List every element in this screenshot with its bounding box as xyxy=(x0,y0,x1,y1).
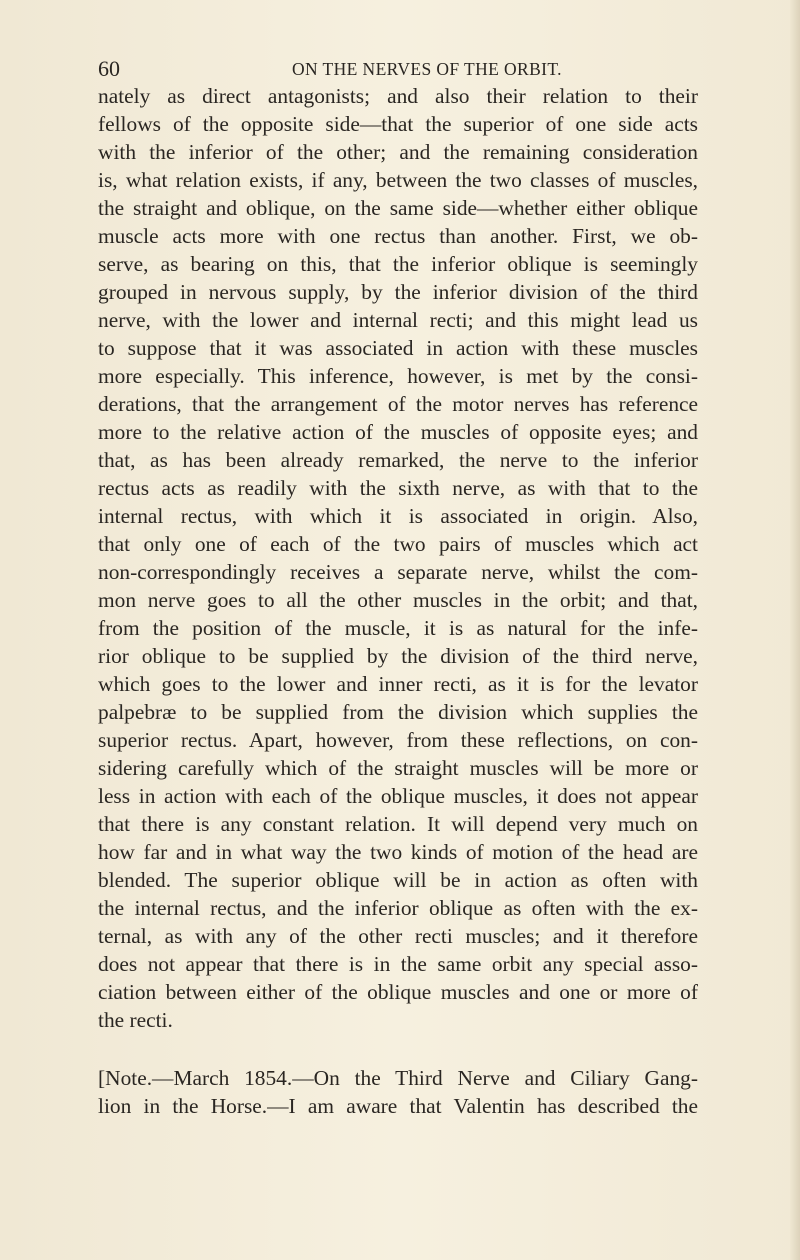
text-line: that there is any constant relation. It will depend very much on xyxy=(98,812,698,836)
text-line: which goes to the lower and inner recti, as it is for the levator xyxy=(98,672,698,696)
text-line: sidering carefully which of the straight muscles will be more or xyxy=(98,756,698,780)
text-line: derations, that the arrangement of the motor nerves has reference xyxy=(98,392,698,416)
text-line: blended. The superior oblique will be in action as often with xyxy=(98,868,698,892)
text-line: superior rectus. Apart, however, from these reflections, on con- xyxy=(98,728,698,752)
text-line: nately as direct antagonists; and also their relation to their xyxy=(98,84,698,108)
text-line: ternal, as with any of the other recti muscles; and it therefore xyxy=(98,924,698,948)
text-line: does not appear that there is in the same orbit any special asso- xyxy=(98,952,698,976)
text-line: more to the relative action of the muscles of opposite eyes; and xyxy=(98,420,698,444)
text-line: with the inferior of the other; and the remaining consideration xyxy=(98,140,698,164)
text-line: that, as has been already remarked, the nerve to the inferior xyxy=(98,448,698,472)
text-line: how far and in what way the two kinds of motion of the head are xyxy=(98,840,698,864)
text-line: rectus acts as readily with the sixth nerve, as with that to the xyxy=(98,476,698,500)
body-text xyxy=(98,82,698,1120)
text-line: serve, as bearing on this, that the inferior oblique is seemingly xyxy=(98,252,698,276)
text-line: the straight and oblique, on the same side—whether either oblique xyxy=(98,196,698,220)
text-line: rior oblique to be supplied by the division of the third nerve, xyxy=(98,644,698,668)
note-line: [Note.—March 1854.—On the Third Nerve and Ciliary Gang- xyxy=(98,1066,698,1090)
running-title: ON THE NERVES OF THE ORBIT. xyxy=(292,59,562,79)
text-line: palpebræ to be supplied from the division which supplies the xyxy=(98,700,698,724)
paragraph-gap xyxy=(98,1034,698,1064)
text-line: fellows of the opposite side—that the superior of one side acts xyxy=(98,112,698,136)
text-line: nerve, with the lower and internal recti; and this might lead us xyxy=(98,308,698,332)
page-number: 60 xyxy=(98,56,120,81)
page-edge xyxy=(790,0,800,1260)
text-line: is, what relation exists, if any, between the two classes of muscles, xyxy=(98,168,698,192)
text-line: muscle acts more with one rectus than another. First, we ob- xyxy=(98,224,698,248)
text-line: from the position of the muscle, it is as natural for the infe- xyxy=(98,616,698,640)
text-line: internal rectus, with which it is associated in origin. Also, xyxy=(98,504,698,528)
text-line: more especially. This inference, however, is met by the consi- xyxy=(98,364,698,388)
text-line: non-correspondingly receives a separate nerve, whilst the com- xyxy=(98,560,698,584)
text-line: that only one of each of the two pairs of muscles which act xyxy=(98,532,698,556)
text-line: grouped in nervous supply, by the inferior division of the third xyxy=(98,280,698,304)
text-line: to suppose that it was associated in action with these muscles xyxy=(98,336,698,360)
text-line: ciation between either of the oblique muscles and one or more of xyxy=(98,980,698,1004)
text-line: the internal rectus, and the inferior oblique as often with the ex- xyxy=(98,896,698,920)
text-line: the recti. xyxy=(98,1008,173,1032)
text-line: mon nerve goes to all the other muscles in the orbit; and that, xyxy=(98,588,698,612)
text-line: less in action with each of the oblique muscles, it does not appear xyxy=(98,784,698,808)
note-line: lion in the Horse.—I am aware that Valentin has described the xyxy=(98,1094,698,1118)
